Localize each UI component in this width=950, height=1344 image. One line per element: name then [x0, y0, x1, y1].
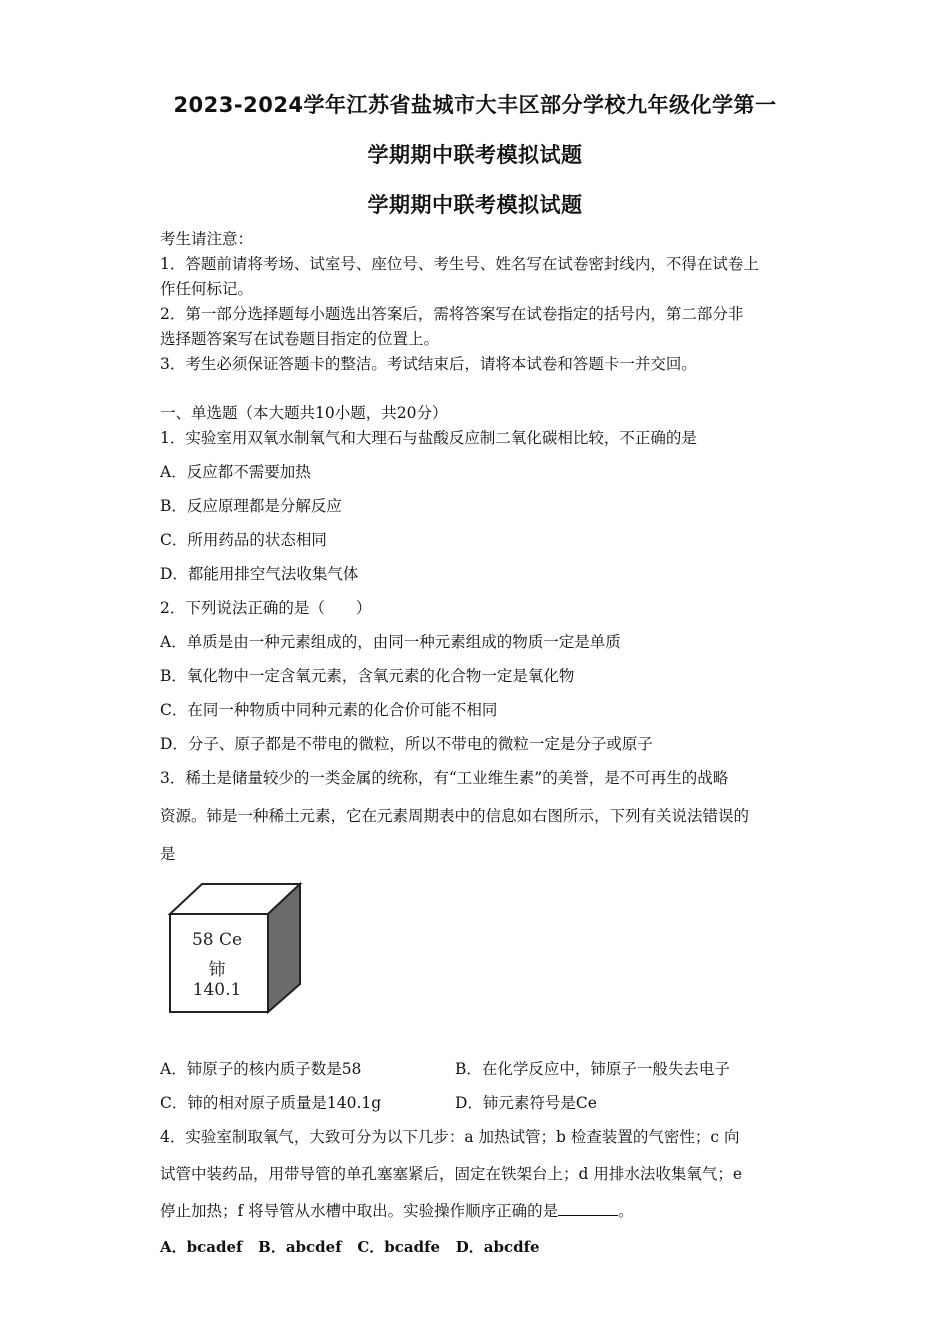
question-2-option-b: B．氧化物中一定含氧元素，含氧元素的化合物一定是氧化物 — [160, 667, 575, 685]
question-2-option-d: D．分子、原子都是不带电的微粒，所以不带电的微粒一定是分子或原子 — [160, 735, 653, 753]
element-cube-figure — [166, 880, 306, 1016]
question-4-option-c: C．bcadfe — [357, 1238, 441, 1256]
question-4-stem-text: 停止加热；f 将导管从水槽中取出。实验操作顺序正确的是 — [160, 1202, 559, 1220]
element-number-symbol: 58 Ce — [191, 930, 243, 950]
question-1-option-b: B．反应原理都是分解反应 — [160, 497, 342, 515]
notice-item: 3．考生必须保证答题卡的整洁。考试结束后，请将本试卷和答题卡一并交回。 — [160, 355, 697, 373]
question-4-stem-line: 试管中装药品，用带导管的单孔塞塞紧后，固定在铁架台上；d 用排水法收集氧气；e — [160, 1165, 743, 1183]
notice-item: 1．答题前请将考场、试室号、座位号、考生号、姓名写在试卷密封线内，不得在试卷上 — [160, 255, 759, 273]
notice-heading: 考生请注意： — [160, 230, 254, 248]
question-3-option-c: C．铈的相对原子质量是140.1g — [160, 1094, 382, 1112]
question-2-option-c: C．在同一种物质中同种元素的化合价可能不相同 — [160, 701, 498, 719]
question-3-option-a: A．铈原子的核内质子数是58 — [160, 1060, 362, 1078]
page-title-line-3: 学期期中联考模拟试题 — [367, 193, 583, 217]
question-3-option-b: B．在化学反应中，铈原子一般失去电子 — [455, 1060, 730, 1078]
element-mass: 140.1 — [192, 980, 242, 1000]
question-2-option-a: A．单质是由一种元素组成的，由同一种元素组成的物质一定是单质 — [160, 633, 621, 651]
answer-blank[interactable] — [558, 1201, 618, 1216]
question-4-option-b: B．abcdef — [258, 1238, 342, 1256]
question-1-stem: 1．实验室用双氧水制氧气和大理石与盐酸反应制二氧化碳相比较，不正确的是 — [160, 429, 697, 447]
question-4-stem-line: 4．实验室制取氧气，大致可分为以下几步：a 加热试管；b 检查装置的气密性；c 向 — [160, 1128, 740, 1146]
question-4-stem-line-last — [160, 1199, 634, 1221]
question-3-stem-line: 资源。铈是一种稀土元素，它在元素周期表中的信息如右图所示，下列有关说法错误的 — [160, 807, 750, 825]
question-4-option-a: A．bcadef — [160, 1238, 243, 1256]
element-name: 铈 — [208, 960, 226, 980]
question-3-stem-line: 是 — [160, 845, 176, 863]
question-4-stem-end: 。 — [618, 1202, 634, 1220]
question-4-option-d: D．abcdfe — [455, 1238, 540, 1256]
notice-item: 选择题答案写在试卷题目指定的位置上。 — [160, 330, 440, 348]
notice-item: 作任何标记。 — [160, 280, 254, 298]
question-1-option-a: A．反应都不需要加热 — [160, 463, 311, 481]
question-3-option-d: D．铈元素符号是Ce — [455, 1094, 597, 1112]
page-title-line-1: 2023-2024学年江苏省盐城市大丰区部分学校九年级化学第一 — [173, 93, 777, 117]
question-3-stem-line: 3．稀土是储量较少的一类金属的统称，有“工业维生素”的美誉，是不可再生的战略 — [160, 769, 729, 787]
question-1-option-d: D．都能用排空气法收集气体 — [160, 565, 359, 583]
question-2-stem: 2．下列说法正确的是（ ） — [160, 599, 372, 617]
section-heading: 一、单选题（本大题共10小题，共20分） — [160, 404, 448, 422]
question-4-options — [160, 1236, 540, 1257]
question-1-option-c: C．所用药品的状态相同 — [160, 531, 327, 549]
notice-item: 2．第一部分选择题每小题选出答案后，需将答案写在试卷指定的括号内，第二部分非 — [160, 305, 744, 323]
page-title-line-2: 学期期中联考模拟试题 — [367, 143, 583, 167]
